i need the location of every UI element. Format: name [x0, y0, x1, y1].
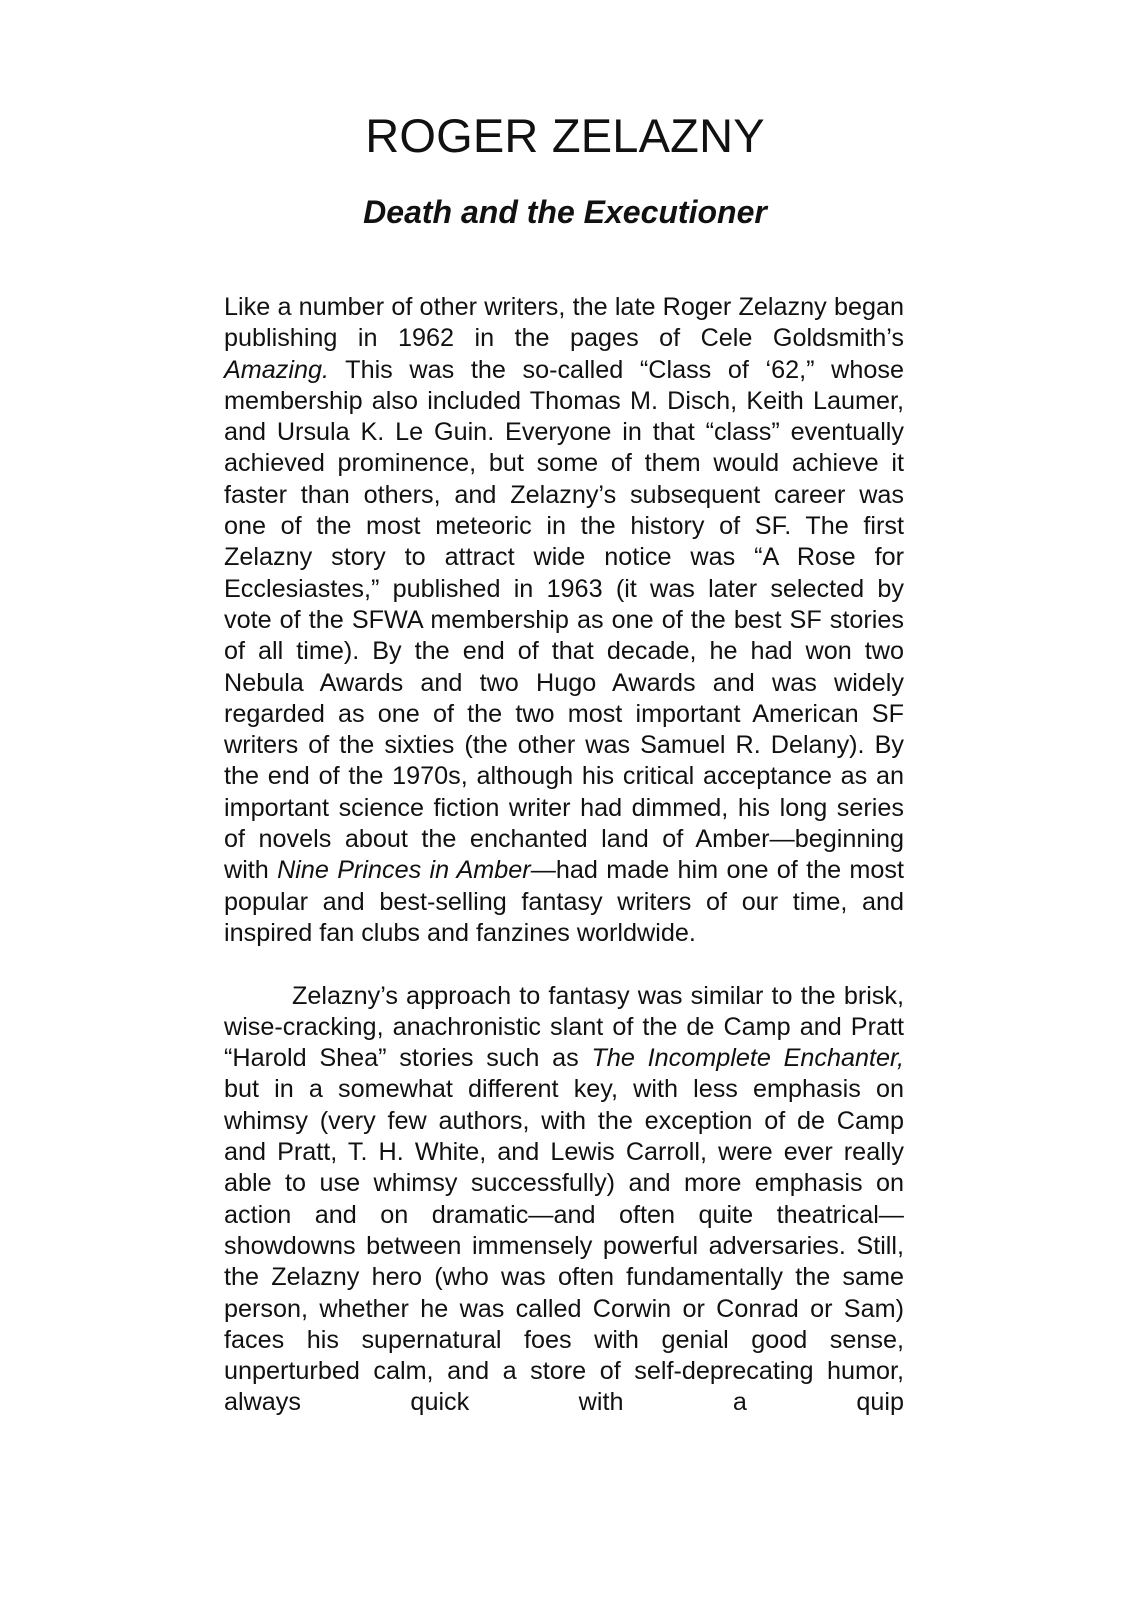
story-title: Death and the Executioner [363, 194, 767, 230]
paragraph-1 [224, 292, 904, 949]
text-segment: —had made him one of the most popular and best-selling fantasy writers of our time, and inspired fan clubs and fanzines worldwide. [224, 856, 905, 947]
introduction-text [224, 292, 904, 1419]
italic-segment: Amazing. [224, 355, 329, 384]
text-segment: This was the so-called “Class of ‘62,” whose membership also included Thomas M. Disch, Keith Laumer, and Ursula K. Le Guin. Everyone in that “class” eventually achieved prominence, but some of them would achieve it faster than others, and Zelazny’s subsequent career was one of the most meteoric in the history of SF. The first Zelazny story to attract wide notice was “A Rose for Ecclesiastes,” published in 1963 (it was later selected by vote of the SFWA membership as one of the best SF stories of all time). By the end of that decade, he had won two Nebula Awards and two Hugo Awards and was widely regarded as one of the two most important American SF writers of the sixties (the other was Samuel R. Delany). By the end of the 1970s, although his critical acceptance as an important science fiction writer had dimmed, his long series of novels about the enchanted land of Amber—beginning with [224, 355, 904, 885]
paragraph-2 [224, 981, 904, 1419]
text-segment: Zelazny’s approach to fantasy was similar to the brisk, wise-cracking, anachronistic slant of the de Camp and Pratt “Harold Shea” stories such as [224, 981, 904, 1073]
text-segment: but in a somewhat different key, with less emphasis on whimsy (very few authors, with the exception of de Camp and Pratt, T. H. White, and Lewis Carroll, were ever really able to use whimsy successfully) and more emphasis on action and on dramatic—and often quite theatrical—showdowns between immensely powerful adversaries. Still, the Zelazny hero (who was often fundamentally the same person, whether he was called Corwin or Conrad or Sam) faces his supernatural foes with genial good sense, unperturbed calm, and a store of self-deprecating humor, always quick with a quip [224, 1075, 904, 1417]
italic-segment: Nine Princes in Amber [277, 856, 531, 885]
italic-segment: The Incomplete Enchanter, [591, 1044, 904, 1073]
author-name: ROGER ZELAZNY [365, 109, 765, 162]
text-segment: Like a number of other writers, the late Roger Zelazny began publishing in 1962 in the pages of Cele Goldsmith’s [224, 293, 904, 353]
